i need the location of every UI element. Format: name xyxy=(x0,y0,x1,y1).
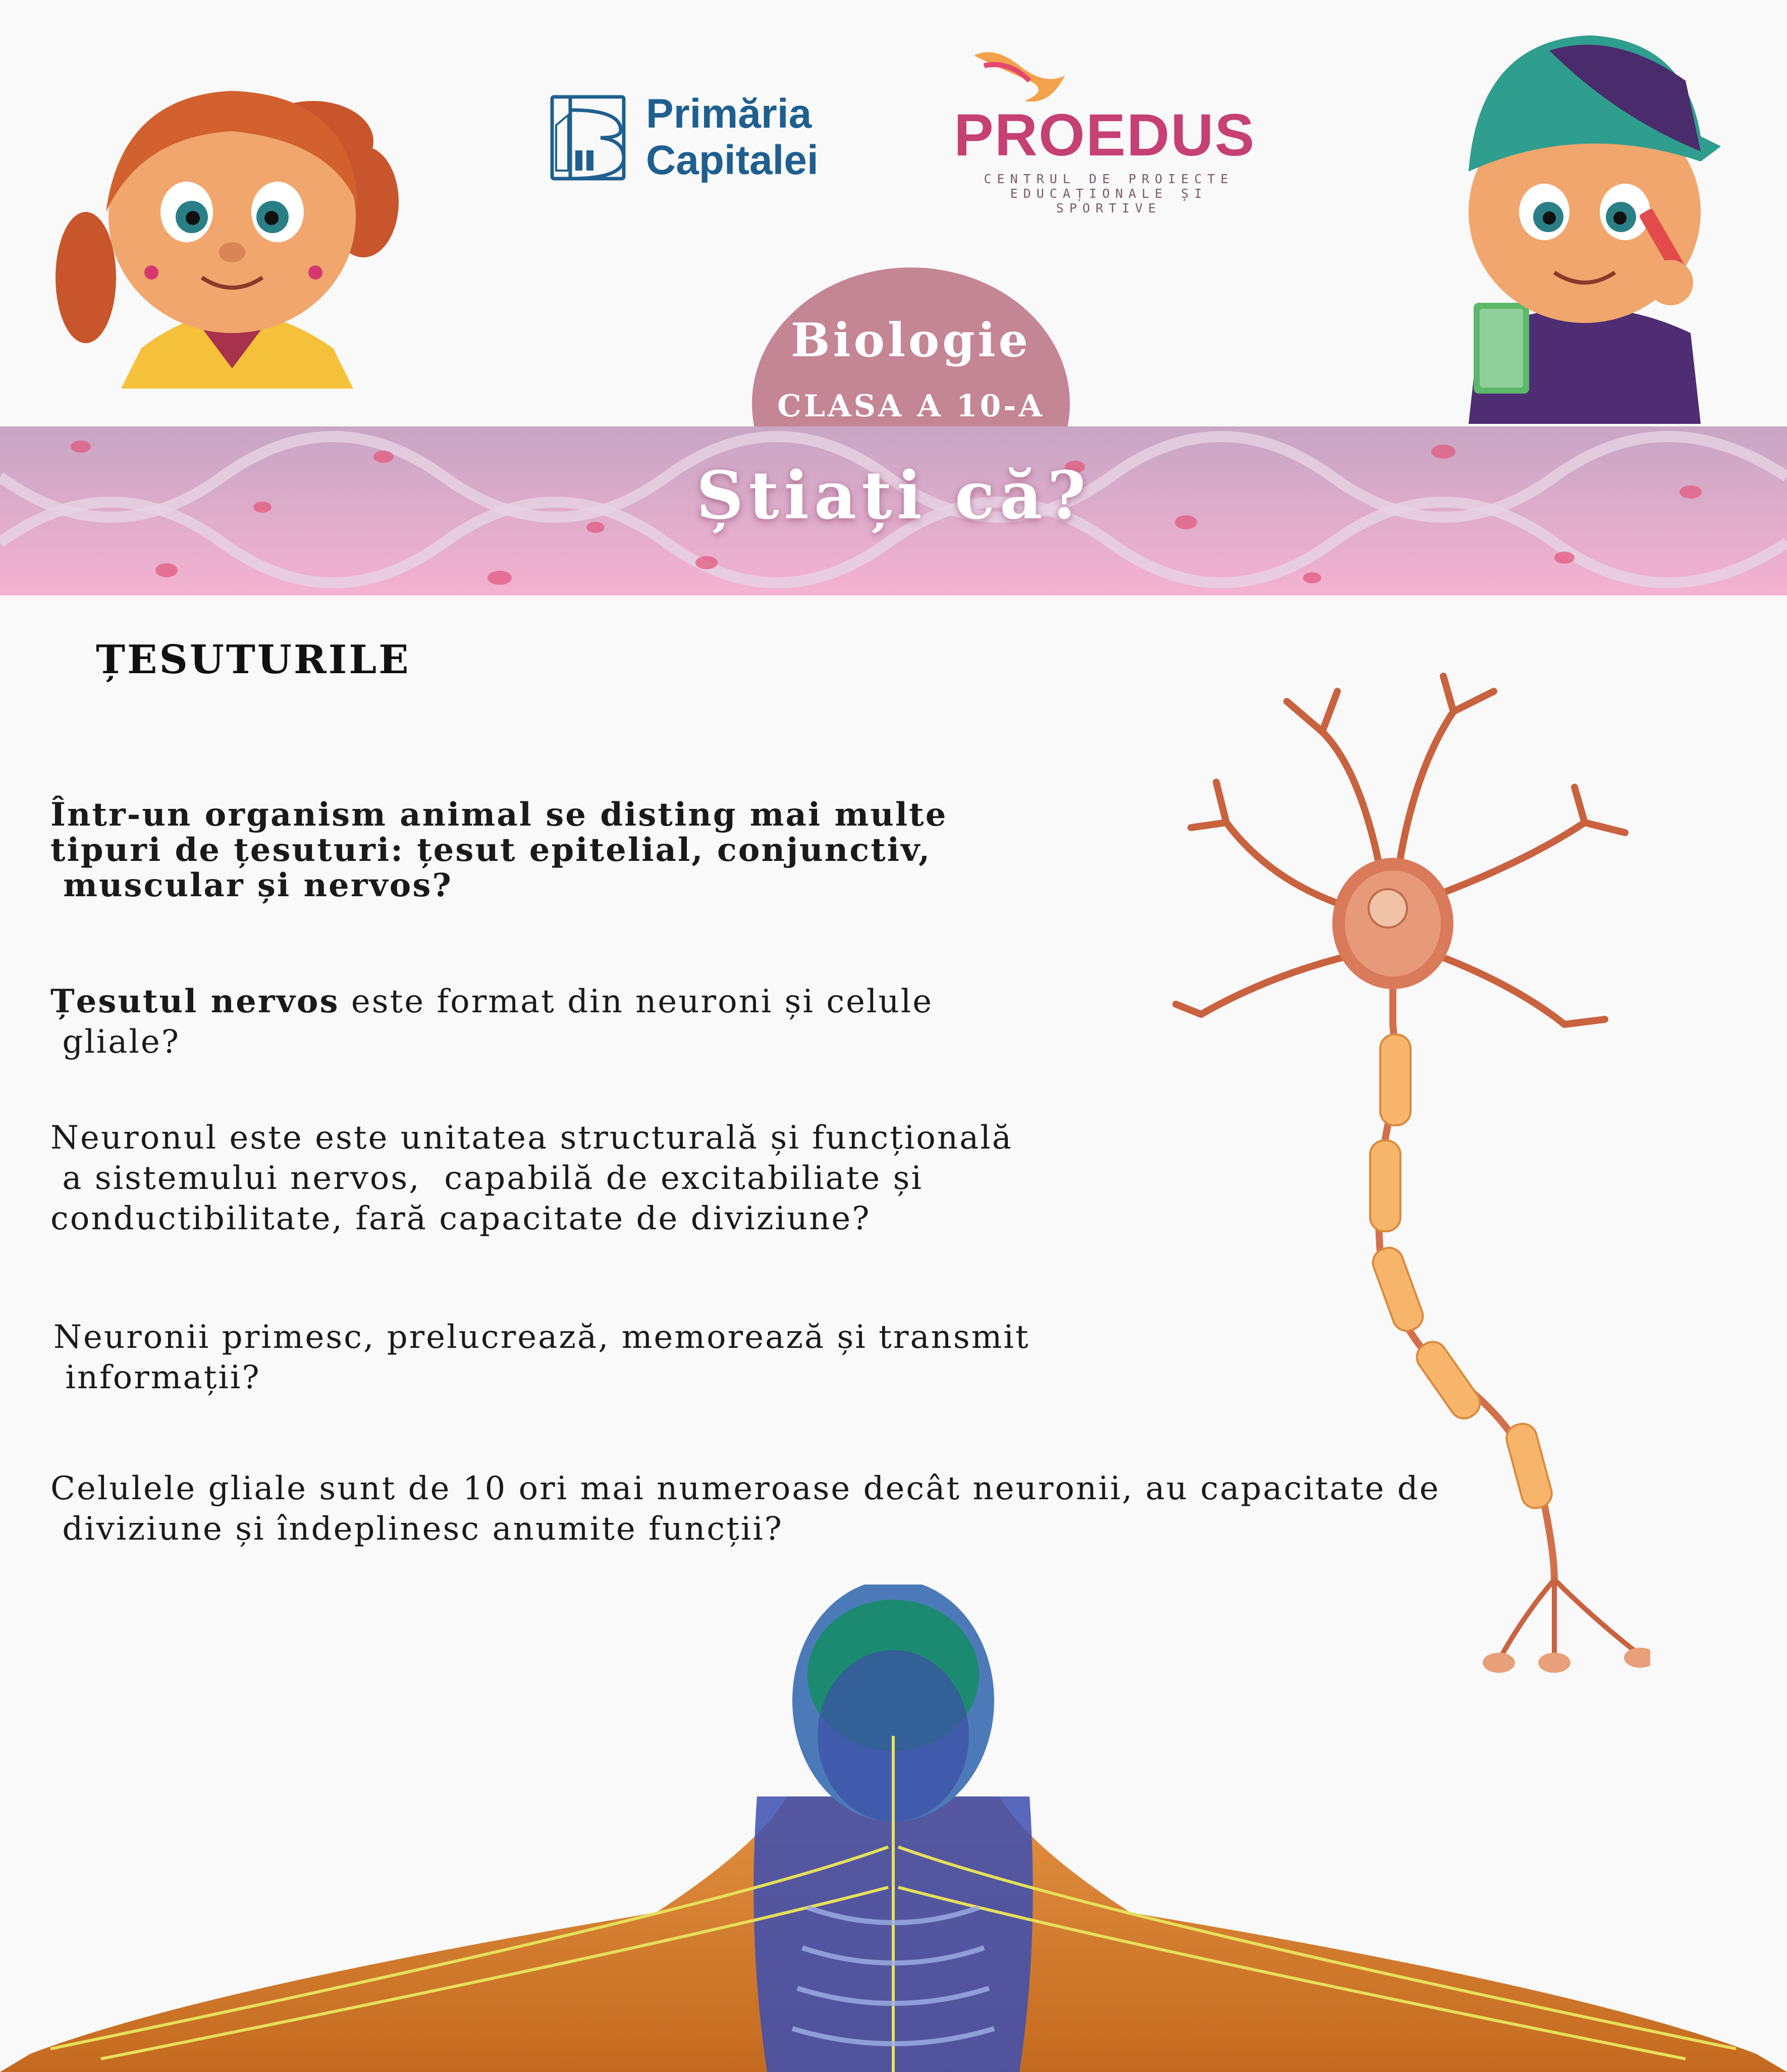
section-heading: ȚESUTURILE xyxy=(96,637,411,683)
class-label: CLASA A 10-A xyxy=(777,389,1045,424)
primaria-logo-line2: Capitalei xyxy=(646,137,819,183)
glial-cells-paragraph: Celulele gliale sunt de 10 ori mai numeroase decât neuronii, au capacitate de diviziune și îndeplinesc anumite funcții? xyxy=(50,1470,1440,1548)
girl-mascot-illustration xyxy=(50,66,414,389)
boy-mascot-illustration xyxy=(1448,20,1721,424)
proedus-logo xyxy=(949,45,1262,215)
nervous-tissue-paragraph xyxy=(50,982,933,1062)
neuron-illustration xyxy=(1171,671,1650,1680)
nervous-tissue-term: Țesutul nervos xyxy=(50,983,340,1020)
primaria-logo-line1: Primăria xyxy=(646,91,812,137)
banner-title: Știați că? xyxy=(696,457,1091,534)
primaria-capitalei-logo xyxy=(550,91,863,192)
intro-paragraph: Într-un organism animal se disting mai multe tipuri de țesuturi: țesut epitelial, conjunctiv, muscular și nervos? xyxy=(50,796,948,904)
subject-title: Biologie xyxy=(790,313,1032,367)
did-you-know-banner xyxy=(0,426,1787,595)
neuron-definition-paragraph: Neuronul este este unitatea structurală și funcțională a sistemului nervos, capabilă de excitabiliate și conductibilitate, fară capacitate de diviziune? xyxy=(50,1119,1013,1237)
primaria-building-icon xyxy=(550,95,626,181)
proedus-wordmark: PROEDUS xyxy=(954,102,1256,169)
nervous-tissue-text: este format din neuroni și celule gliale? xyxy=(62,983,934,1061)
proedus-subtitle-line1: CENTRUL DE PROIECTE xyxy=(984,172,1234,186)
proedus-subtitle-line2: EDUCAȚIONALE ȘI SPORTIVE xyxy=(1010,186,1208,215)
neuron-function-paragraph: Neuronii primesc, prelucrează, memorează și transmit informații? xyxy=(53,1319,1030,1396)
nervous-system-illustration xyxy=(0,1585,1787,2072)
